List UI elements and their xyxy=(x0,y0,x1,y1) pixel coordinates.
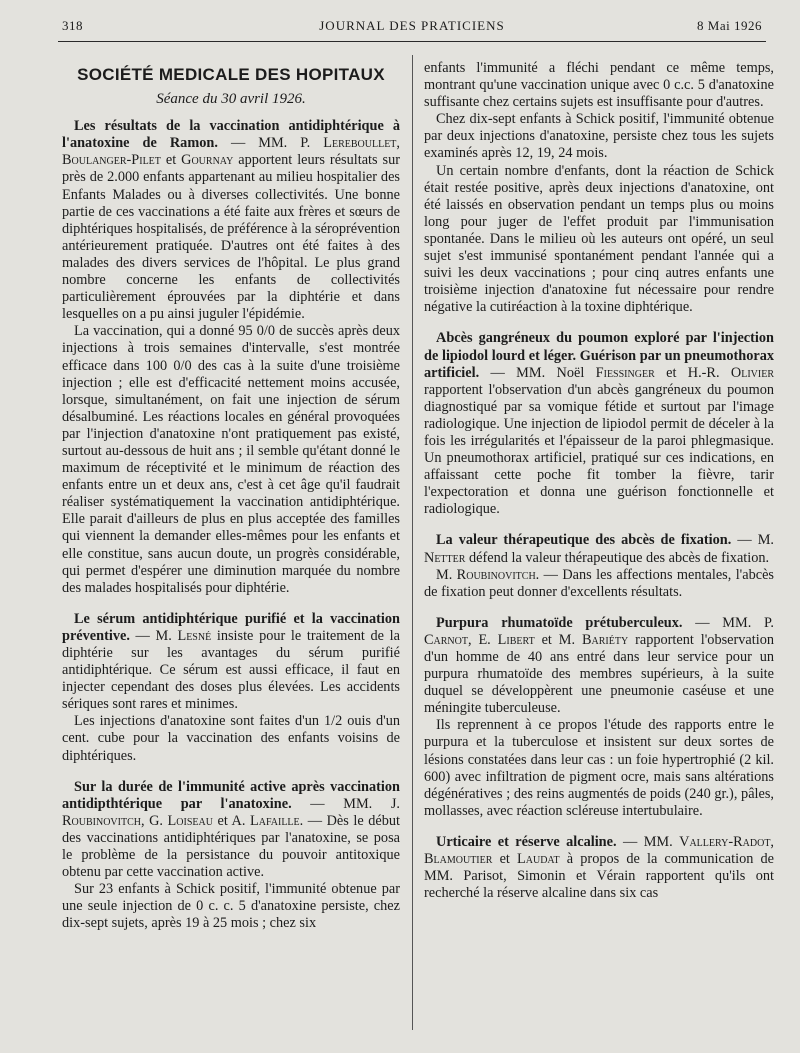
issue-date: 8 Mai 1926 xyxy=(697,18,762,33)
article-paragraph xyxy=(424,567,774,601)
header-rule xyxy=(58,41,766,42)
article-title: Sur la durée de l'immunité active après vaccination antidipthtérique par l'anatoxine. xyxy=(62,778,400,812)
authors-intro: — M. xyxy=(731,532,774,549)
author-names: Gournay xyxy=(181,152,234,169)
article-paragraph: Chez dix-sept enfants à Schick positif, l'immunité obtenue par deux injections d'anatoxine, persiste chez tous les sujets examinés après 12, 19, 24 mois. xyxy=(424,111,774,162)
authors-joiner: et xyxy=(160,152,182,169)
author-names: Bariéty xyxy=(582,631,629,648)
author-names: Lesné xyxy=(177,627,212,644)
article-title: Abcès gangréneux du poumon exploré par l'injection de lipiodol lourd et léger. Guérison par un pneumothorax artificiel. xyxy=(424,330,774,381)
article-paragraph: La vaccination, qui a donné 95 0/0 de succès après deux injections à trois semaines d'intervalle, s'est montrée efficace dans 100 0/0 des cas à la suite d'une troisième injection ; elle est d'efficacité nettement moins accusée, lorsque, simultanément, on fait une injection de sérum désalbuminé. Les réactions locales en général provoquées par l'injection d'anatoxine n'ont pratiquement pas existé, surtout au-dessous de huit ans ; il semble qu'étant donné le maximum de réceptivité et le minimum de réaction des enfants entre un et deux ans, c'est à cet âge qu'il faudrait réaliser systématiquement la vaccination antidiphtérique. Elle parait d'ailleurs de plus en plus acceptée des familles qui viennent la demander elles-mêmes pour les enfants et elle constitue, sans aucun doute, un progrès considérable, qui permet d'espérer une diminution marquée du nombre des malades hospitalisés pour diphtérie. xyxy=(62,323,400,596)
authors-intro: — M. xyxy=(129,627,178,644)
column-separator xyxy=(412,55,413,1030)
author-names: Fiessinger xyxy=(595,364,655,381)
author-names: Laudat xyxy=(517,851,560,868)
article-paragraph: Ils reprennent à ce propos l'étude des rapports entre le purpura et la tuberculose et insistent sur deux sortes de lésions constatées dans leur cas : un foie hypertrophié (2 kil. 600) avec infiltration de pigment ocre, mais sans altérations dégénératives ; des reins augmentés de poids (240 gr.), pâles, mollasses, avec réaction scléreuse intertubulaire. xyxy=(424,717,774,819)
author-names: Vallery-Radot, Blamoutier xyxy=(424,833,774,868)
author-names: Lafaille xyxy=(250,812,300,829)
article-purpura xyxy=(424,615,774,820)
authors-intro: — MM. P. xyxy=(682,614,774,631)
authors-joiner: et xyxy=(492,851,518,868)
article-paragraph: Sur 23 enfants à Schick positif, l'immunité obtenue par une seule injection de 0 c. c. 5 d'anatoxine persiste, chez dix-sept sujets, après 19 à 25 mois ; chez six xyxy=(62,881,400,932)
article-paragraph xyxy=(424,532,774,566)
article-fixation-abscess xyxy=(424,532,774,600)
authors-joiner: et A. xyxy=(212,812,250,829)
article-gangrenous-abscess xyxy=(424,330,774,518)
article-title: La valeur thérapeutique des abcès de fixation. xyxy=(436,532,732,549)
paragraph-text: apportent leurs résultats sur près de 2.000 enfants appartenant au milieu hospitalier des Enfants Malades ou à diverses collectivités. Une bonne partie de ces vaccinations a été faite aux frères et sœurs de diphtériques hospitalisés, de préférence à la séroprévention antérieurement pratiquée. D'autres ont été faites à des malades des divers services de l'hôpital. Le plus grand nombre concerne les enfants de collectivités particulièrement éprouvées par la diphtérie et dans lesquelles on a pu ainsi juguler l'épidémie. xyxy=(62,152,400,323)
society-heading: SOCIÉTÉ MEDICALE DES HOPITAUX xyxy=(77,65,385,84)
article-title: Le sérum antidiphtérique purifié et la vaccination préventive. xyxy=(62,610,400,644)
article-title: Urticaire et réserve alcaline. xyxy=(436,833,617,850)
right-column xyxy=(424,60,774,902)
article-title: Les résultats de la vaccination antidiphtérique à l'anatoxine de Ramon. xyxy=(62,118,400,152)
article-paragraph xyxy=(424,330,774,518)
article-paragraph xyxy=(62,118,400,323)
paragraph-text: . — Dans les affections mentales, l'abcès de fixation peut donner d'excellents résultats. xyxy=(424,566,774,600)
article-immunity-duration xyxy=(62,779,400,933)
authors-joiner: et H.-R. xyxy=(654,364,731,381)
authors-intro: — MM. J. xyxy=(291,795,400,812)
article-purified-serum xyxy=(62,611,400,765)
article-paragraph xyxy=(62,611,400,714)
author-names: Olivier xyxy=(730,364,774,381)
paragraph-text: rapportent l'observation d'un homme de 40 ans entré dans leur service pour un purpura rhumatoïde des membres supérieurs, à la suite duquel se développèrent une pneumonie caséuse et une méningite tuberculeuse. xyxy=(424,631,775,717)
session-date: Séance du 30 avril 1926. xyxy=(156,91,306,108)
paragraph-text: à propos de la communication de MM. Parisot, Simonin et Vérain rapportent qu'ils ont recherché la réserve alcaline dans six cas xyxy=(424,851,775,902)
authors-intro: — MM. Noël xyxy=(479,364,596,381)
article-urticaria xyxy=(424,834,774,902)
article-paragraph xyxy=(424,615,774,718)
authors-intro: — MM. xyxy=(616,833,680,850)
authors-intro: — MM. P. xyxy=(217,135,324,152)
authors-joiner: et M. xyxy=(534,631,582,648)
article-immunity-duration-continued xyxy=(424,60,774,316)
page-number: 318 xyxy=(62,18,83,33)
author-names: Carnot, E. Libert xyxy=(424,631,535,648)
paragraph-text: défend la valeur thérapeutique des abcès de fixation. xyxy=(465,549,770,566)
running-head xyxy=(62,18,762,40)
article-paragraph: Les injections d'anatoxine sont faites d'un 1/2 ouis d'un cent. cube pour la vaccination des enfants voisins de diphtériques. xyxy=(62,713,400,764)
article-vaccination-results xyxy=(62,118,400,597)
article-paragraph xyxy=(424,834,774,902)
article-paragraph xyxy=(62,779,400,882)
article-paragraph: Un certain nombre d'enfants, dont la réaction de Schick était restée positive, après deux injections d'anatoxine, ont été laissés en observation pendant un temps plus ou moins long pour juger de l'effet produit par l'immunisation spontanée. Dans le milieu où les auteurs ont opéré, un seul sujet s'est immunisé spontanément pendant l'année qui a suivi les deux vaccinations ; pour cinq autres enfants une troisième injection d'anatoxine fut nécessaire pour rendre négative la cutiréaction à la toxine diphtérique. xyxy=(424,162,774,316)
paragraph-text: . — Dès le début des vaccinations antidiphtériques par l'anatoxine, se posa le problème de la persistance du pouvoir antitoxique obtenu par cette vaccination active. xyxy=(62,812,401,881)
author-names: Roubinovitch, G. Loiseau xyxy=(62,812,213,829)
paragraph-text: insiste pour le traitement de la diphtérie sur les avantages du sérum purifié antidiphtérique. Ce sérum est aussi efficace, il faut en injecter cependant des doses plus élevées. Les accidents sériques sont rares et minimes. xyxy=(62,627,400,713)
left-column xyxy=(62,60,400,933)
journal-title: JOURNAL DES PRATICIENS xyxy=(319,18,505,33)
author-names: M. Roubinovitch xyxy=(436,566,536,583)
author-names: Netter xyxy=(424,549,466,566)
author-names: Lereboullet, Boulanger-Pilet xyxy=(62,135,400,169)
article-paragraph: enfants l'immunité a fléchi pendant ce même temps, montrant qu'une vaccination unique avec 0 c.c. 5 d'anatoxine suffisante chez certains sujets est insuffisante pour d'autres. xyxy=(424,60,774,111)
paragraph-text: rapportent l'observation d'un abcès gangréneux du poumon diagnostiqué par sa vomique fétide et surtout par l'image radiologique. Une injection de lipiodol permit de déceler à la fois les irrégularités et l'épaisseur de la paroi phlegmasique. Un pneumothorax artificiel, pratiqué sur ces indications, en affaissant cette poche fit tomber la fièvre, tarir l'expectoration et donna une guérison fonctionnelle et radiologique. xyxy=(424,381,774,518)
article-title: Purpura rhumatoïde prétuberculeux. xyxy=(436,614,683,631)
